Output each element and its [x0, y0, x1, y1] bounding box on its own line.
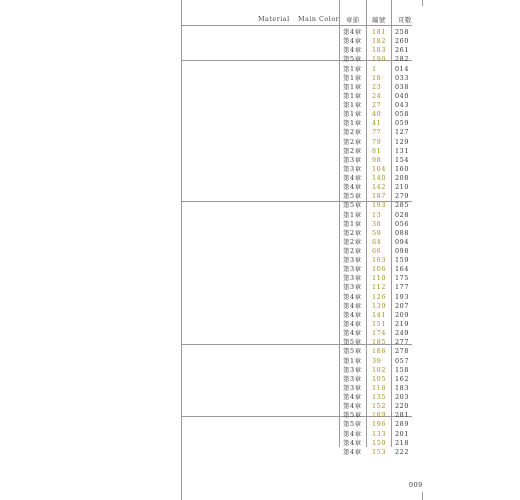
- row-number: 41: [372, 119, 382, 128]
- row-chapter: 第4章: [343, 292, 362, 301]
- row-chapter: 第5章: [343, 347, 362, 356]
- row-page: 131: [395, 146, 409, 155]
- row-chapter: 第1章: [343, 356, 362, 365]
- row-page: 159: [395, 256, 409, 265]
- row-chapter: 第3章: [343, 164, 362, 173]
- row-page: 028: [395, 210, 409, 219]
- row-number: 150: [372, 438, 386, 447]
- row-number: 139: [372, 301, 386, 310]
- row-number: 105: [372, 374, 386, 383]
- row-page: 209: [395, 310, 409, 319]
- row-page: 129: [395, 137, 409, 146]
- row-page: 220: [395, 402, 409, 410]
- row-number: 66: [372, 247, 382, 255]
- row-chapter: 第4章: [343, 301, 362, 310]
- row-number: 38: [372, 219, 382, 228]
- row-number: 185: [372, 338, 386, 346]
- row-page: 127: [395, 128, 409, 137]
- row-chapter: 第1章: [343, 101, 362, 110]
- row-number: 104: [372, 164, 386, 173]
- header-underline: [181, 25, 412, 26]
- row-number: 81: [372, 146, 382, 155]
- row-number: 174: [372, 328, 386, 337]
- row-chapter: 第3章: [343, 274, 362, 283]
- row-page: 203: [395, 392, 409, 401]
- row-chapter: 第4章: [343, 402, 362, 410]
- row-number: 27: [372, 101, 382, 110]
- row-number: 126: [372, 292, 386, 301]
- row-chapter: 第5章: [343, 411, 362, 420]
- row-page: 261: [395, 46, 409, 55]
- row-page: 088: [395, 228, 409, 237]
- column-rule-number: [366, 0, 367, 447]
- row-number: 103: [372, 256, 386, 265]
- row-chapter: 第3章: [343, 283, 362, 292]
- row-page: 281: [395, 411, 409, 420]
- row-chapter: 第4章: [343, 429, 362, 438]
- row-chapter: 第3章: [343, 374, 362, 383]
- header-material: Material: [258, 15, 290, 23]
- row-chapter: 第2章: [343, 146, 362, 155]
- row-chapter: 第4章: [343, 46, 362, 55]
- row-number: 79: [372, 137, 382, 146]
- row-chapter: 第5章: [343, 55, 362, 64]
- row-number: 183: [372, 46, 386, 55]
- row-number: 151: [372, 319, 386, 328]
- row-page: 038: [395, 82, 409, 91]
- row-chapter: 第4章: [343, 183, 362, 191]
- row-number: 106: [372, 265, 386, 274]
- row-chapter: 第1章: [343, 110, 362, 119]
- row-number: 110: [372, 274, 386, 283]
- row-chapter: 第5章: [343, 420, 362, 429]
- row-page: 282: [395, 55, 409, 64]
- row-number: 135: [372, 392, 386, 401]
- row-number: 189: [372, 411, 386, 420]
- row-chapter: 第4章: [343, 28, 362, 36]
- row-number: 142: [372, 183, 386, 191]
- row-number: 1: [372, 64, 377, 73]
- row-number: 190: [372, 55, 386, 64]
- row-number: 98: [372, 155, 382, 164]
- row-page: 040: [395, 92, 409, 100]
- row-page: 289: [395, 420, 409, 429]
- row-page: 059: [395, 119, 409, 128]
- row-page: 279: [395, 192, 409, 201]
- row-page: 260: [395, 37, 409, 46]
- row-number: 102: [372, 365, 386, 374]
- row-number: 187: [372, 192, 386, 201]
- row-chapter: 第4章: [343, 328, 362, 337]
- row-page: 207: [395, 301, 409, 310]
- row-page: 258: [395, 28, 409, 36]
- row-page: 154: [395, 155, 409, 164]
- page-number: 009: [409, 481, 423, 489]
- row-chapter: 第2章: [343, 228, 362, 237]
- row-chapter: 第4章: [343, 438, 362, 447]
- row-chapter: 第4章: [343, 319, 362, 328]
- row-page: 094: [395, 237, 409, 246]
- row-page: 285: [395, 201, 409, 210]
- row-chapter: 第1章: [343, 92, 362, 100]
- row-number: 196: [372, 420, 386, 429]
- row-number: 193: [372, 201, 386, 210]
- row-number: 39: [372, 356, 382, 365]
- row-page: 160: [395, 164, 409, 173]
- row-chapter: 第3章: [343, 265, 362, 274]
- row-page: 056: [395, 219, 409, 228]
- row-number: 182: [372, 37, 386, 46]
- row-chapter: 第4章: [343, 447, 362, 456]
- row-chapter: 第3章: [343, 155, 362, 164]
- row-chapter: 第5章: [343, 192, 362, 201]
- row-chapter: 第1章: [343, 219, 362, 228]
- row-chapter: 第5章: [343, 338, 362, 346]
- row-number: 13: [372, 210, 382, 219]
- row-number: 140: [372, 173, 386, 182]
- row-number: 186: [372, 347, 386, 356]
- row-page: 222: [395, 447, 409, 456]
- row-number: 181: [372, 28, 386, 36]
- row-page: 210: [395, 183, 409, 191]
- row-chapter: 第3章: [343, 256, 362, 265]
- row-page: 278: [395, 347, 409, 356]
- row-chapter: 第4章: [343, 310, 362, 319]
- row-page: 098: [395, 247, 409, 255]
- row-page: 158: [395, 365, 409, 374]
- row-chapter: 第3章: [343, 383, 362, 392]
- row-chapter: 第1章: [343, 119, 362, 128]
- row-number: 59: [372, 228, 382, 237]
- row-page: 014: [395, 64, 409, 73]
- row-chapter: 第5章: [343, 201, 362, 210]
- row-page: 183: [395, 383, 409, 392]
- row-page: 033: [395, 73, 409, 82]
- top-tick: [422, 0, 423, 6]
- column-rule-page: [391, 0, 392, 447]
- row-chapter: 第4章: [343, 173, 362, 182]
- row-chapter: 第1章: [343, 64, 362, 73]
- left-rule: [181, 0, 182, 500]
- row-chapter: 第1章: [343, 210, 362, 219]
- row-number: 64: [372, 237, 382, 246]
- row-number: 24: [372, 92, 382, 100]
- row-page: 164: [395, 265, 409, 274]
- column-rule-chapter: [339, 0, 340, 447]
- row-chapter: 第4章: [343, 392, 362, 401]
- row-chapter: 第2章: [343, 128, 362, 137]
- bottom-tick: [422, 492, 423, 500]
- row-page: 218: [395, 438, 409, 447]
- row-page: 043: [395, 101, 409, 110]
- row-page: 219: [395, 319, 409, 328]
- row-number: 112: [372, 283, 386, 292]
- row-chapter: 第1章: [343, 73, 362, 82]
- row-number: 133: [372, 429, 386, 438]
- row-page: 162: [395, 374, 409, 383]
- row-chapter: 第3章: [343, 365, 362, 374]
- row-chapter: 第2章: [343, 137, 362, 146]
- row-number: 40: [372, 110, 382, 119]
- row-page: 249: [395, 328, 409, 337]
- header-page: 頁數: [398, 16, 412, 24]
- header-number: 編號: [372, 16, 386, 24]
- row-page: 208: [395, 173, 409, 182]
- row-chapter: 第2章: [343, 237, 362, 246]
- row-page: 057: [395, 356, 409, 365]
- row-page: 201: [395, 429, 409, 438]
- row-number: 77: [372, 128, 382, 137]
- row-number: 141: [372, 310, 386, 319]
- row-page: 058: [395, 110, 409, 119]
- header-chapter: 章節: [346, 16, 360, 24]
- row-page: 177: [395, 283, 409, 292]
- header-main-color: Main Color: [298, 15, 340, 23]
- row-chapter: 第4章: [343, 37, 362, 46]
- row-chapter: 第1章: [343, 82, 362, 91]
- row-number: 118: [372, 383, 386, 392]
- row-number: 152: [372, 402, 386, 410]
- row-number: 23: [372, 82, 382, 91]
- row-page: 277: [395, 338, 409, 346]
- row-number: 18: [372, 73, 382, 82]
- row-number: 153: [372, 447, 386, 456]
- row-page: 193: [395, 292, 409, 301]
- row-chapter: 第2章: [343, 247, 362, 255]
- row-page: 175: [395, 274, 409, 283]
